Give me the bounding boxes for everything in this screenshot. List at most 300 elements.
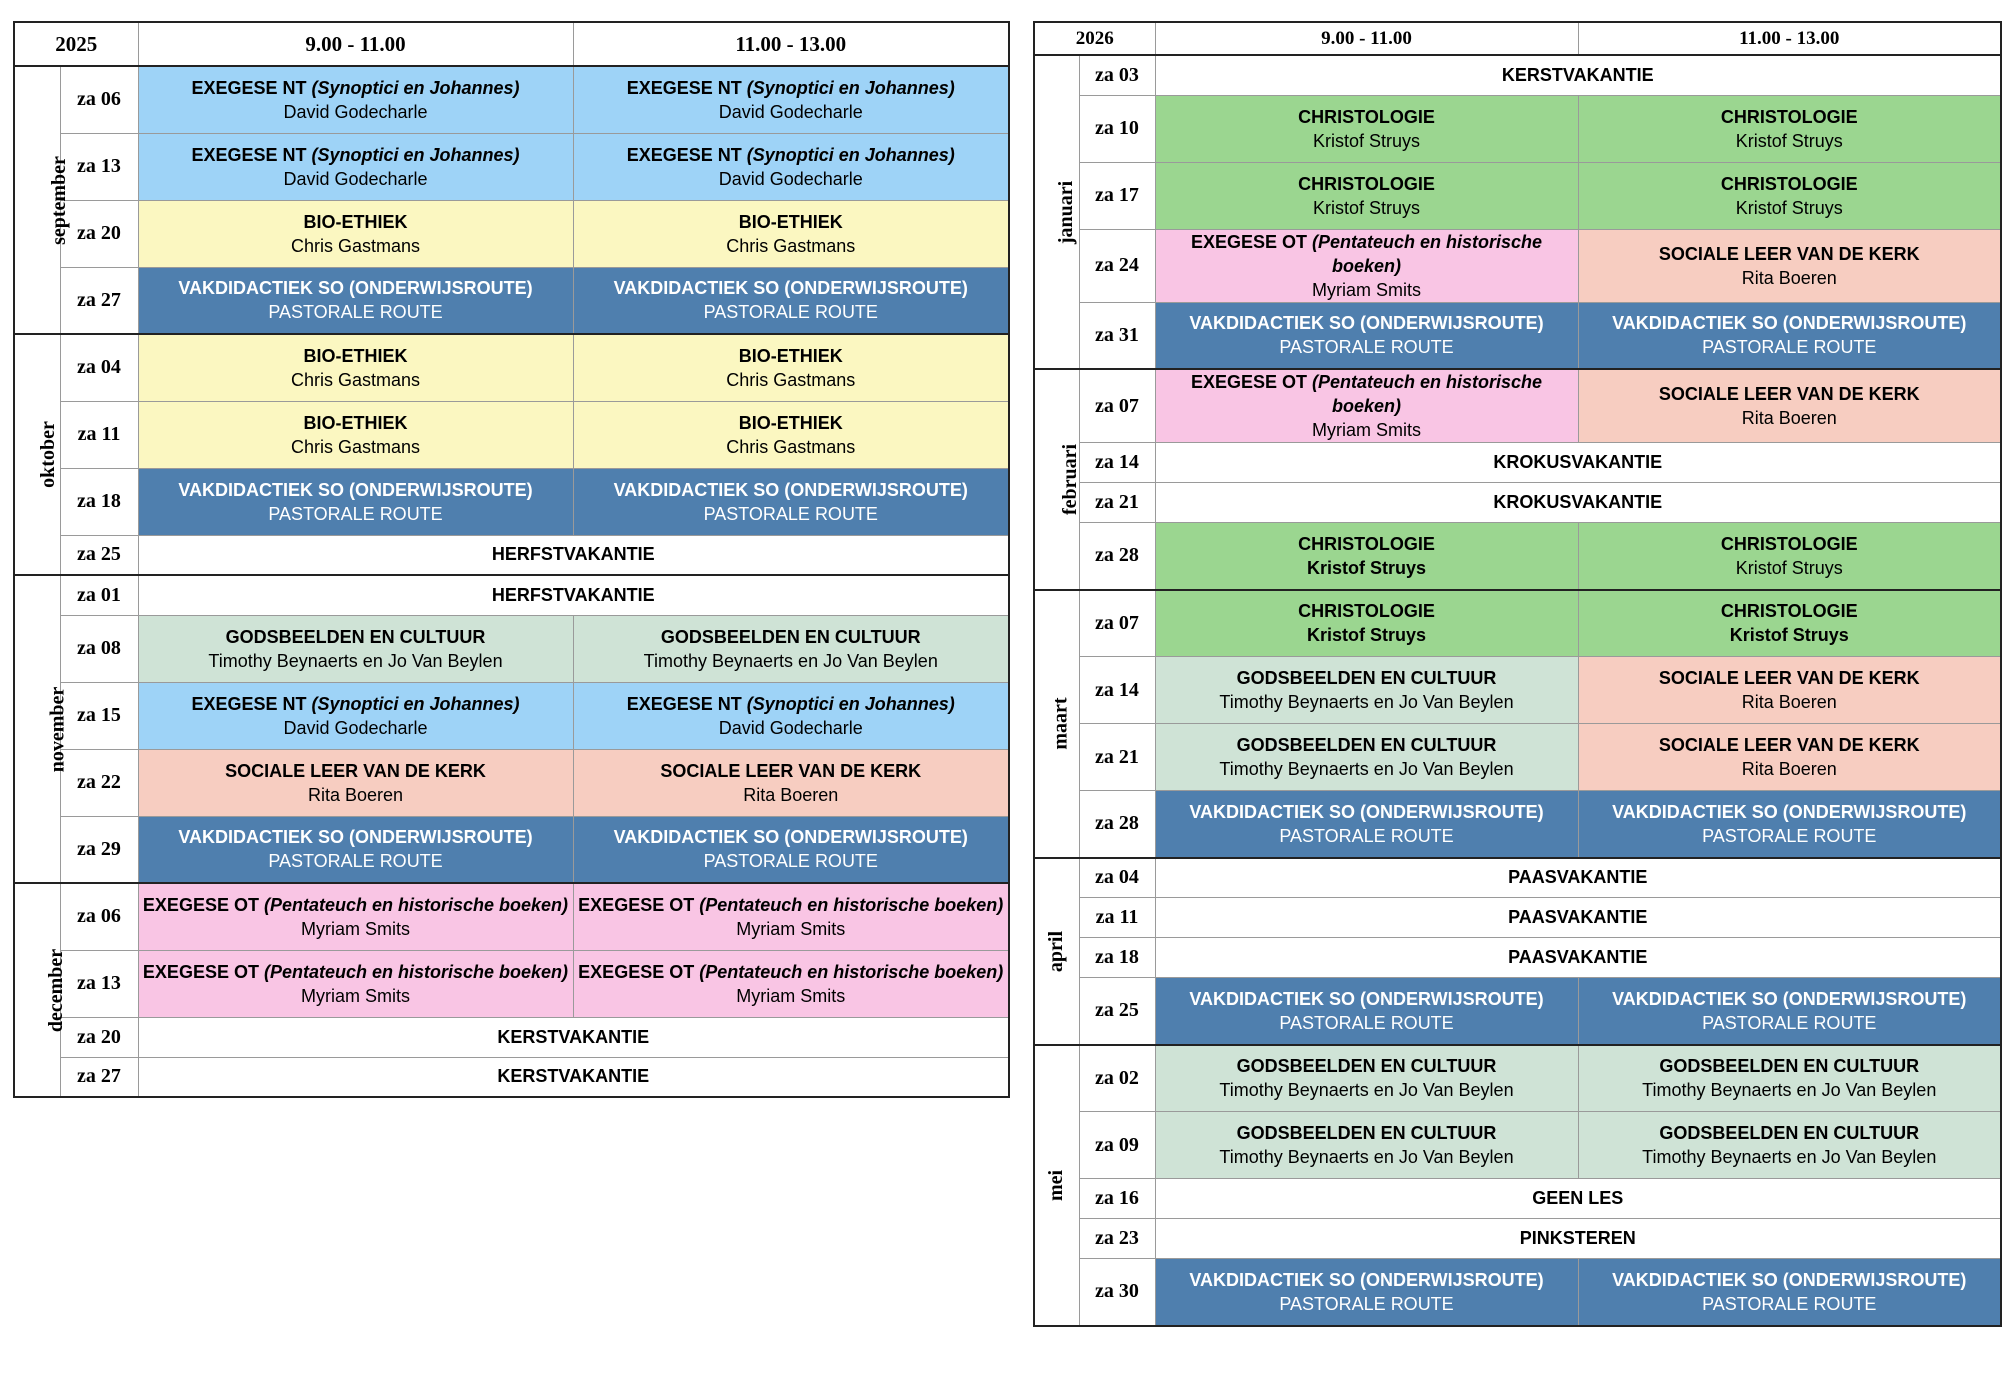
course-title (1579, 532, 2001, 556)
course-title (1156, 1268, 1578, 1292)
course-name: GODSBEELDEN EN CULTUUR (1236, 1056, 1497, 1077)
course-teacher: Chris Gastmans (290, 235, 421, 256)
course-cell (1578, 523, 2001, 590)
date-cell: za 28 (1079, 791, 1155, 858)
month-name: oktober (36, 421, 59, 488)
course-teacher: PASTORALE ROUTE (703, 302, 878, 323)
course-teacher: Kristof Struys (1306, 557, 1427, 578)
date-cell: za 10 (1079, 95, 1155, 162)
course-cell (138, 334, 573, 401)
course-cell (1155, 590, 1578, 657)
schedule-row (1034, 55, 2001, 95)
month-name: november (46, 686, 69, 772)
course-name: CHRISTOLOGIE (1720, 601, 1858, 622)
schedule-row (1034, 858, 2001, 898)
course-teacher: PASTORALE ROUTE (703, 503, 878, 524)
course-name: CHRISTOLOGIE (1298, 533, 1435, 554)
course-cell (1578, 1045, 2001, 1112)
month-label (1034, 858, 1079, 1045)
course-title (139, 960, 573, 984)
course-teacher: Timothy Beynaerts en Jo Van Beylen (1219, 759, 1514, 779)
course-teacher: Myriam Smits (736, 918, 846, 939)
course-title (1579, 1121, 2001, 1145)
course-cell (573, 883, 1009, 950)
course-title (1156, 1121, 1578, 1145)
schedule-row (1034, 523, 2001, 590)
course-title (1156, 370, 1578, 418)
date-cell: za 11 (1079, 898, 1155, 938)
month-name: maart (1049, 697, 1072, 750)
course-title (1156, 172, 1578, 196)
month-label (1034, 590, 1079, 858)
schedule-row (1034, 657, 2001, 724)
date-cell: za 11 (60, 401, 138, 468)
course-cell (1578, 369, 2001, 443)
course-title (574, 478, 1009, 502)
course-subtitle: (Pentateuch en historische boeken) (263, 894, 569, 915)
course-name: BIO-ETHIEK (738, 345, 843, 366)
date-cell: za 22 (60, 749, 138, 816)
course-title (574, 143, 1009, 167)
course-teacher: Kristof Struys (1735, 197, 1843, 218)
course-teacher: Timothy Beynaerts en Jo Van Beylen (643, 650, 938, 671)
course-cell (573, 468, 1009, 535)
course-cell (1578, 1259, 2001, 1326)
course-teacher: Kristof Struys (1735, 130, 1843, 151)
date-cell: za 29 (60, 816, 138, 883)
course-title (139, 478, 573, 502)
course-teacher: Kristof Struys (1729, 625, 1849, 646)
date-cell: za 31 (1079, 302, 1155, 369)
course-teacher: Chris Gastmans (290, 369, 421, 390)
course-teacher: Timothy Beynaerts en Jo Van Beylen (1642, 1080, 1937, 1101)
course-cell (1155, 657, 1578, 724)
course-teacher: Chris Gastmans (726, 436, 856, 457)
schedule-row (14, 133, 1009, 200)
course-name: VAKDIDACTIEK SO (ONDERWIJSROUTE) (613, 479, 968, 500)
date-cell: za 02 (1079, 1045, 1155, 1112)
schedule-row (1034, 1259, 2001, 1326)
course-name: GODSBEELDEN EN CULTUUR (660, 626, 921, 647)
schedule-row (1034, 590, 2001, 657)
month-label (14, 334, 60, 575)
schedule-table-2025 (13, 21, 1010, 1098)
course-cell (1155, 523, 1578, 590)
course-teacher: Chris Gastmans (726, 369, 856, 390)
course-teacher: PASTORALE ROUTE (1279, 1012, 1454, 1033)
course-teacher: Rita Boeren (1741, 692, 1837, 712)
schedule-row (1034, 1045, 2001, 1112)
course-teacher: Rita Boeren (1741, 408, 1837, 428)
schedule-row (14, 883, 1009, 950)
schedule-row (14, 1057, 1009, 1097)
course-name: EXEGESE NT (191, 693, 307, 714)
course-teacher: Myriam Smits (301, 985, 410, 1006)
date-cell: za 28 (1079, 523, 1155, 590)
schedule-row (1034, 898, 2001, 938)
holiday-cell: KROKUSVAKANTIE (1155, 443, 2001, 483)
slot-header-late-morning: 11.00 - 13.00 (1578, 22, 2001, 55)
holiday-cell: KROKUSVAKANTIE (1155, 483, 2001, 523)
course-cell (1155, 162, 1578, 229)
schedule-row (1034, 1112, 2001, 1179)
course-title (1579, 172, 2001, 196)
date-cell: za 13 (60, 950, 138, 1017)
course-title (139, 76, 573, 100)
course-name: EXEGESE NT (626, 144, 742, 165)
course-title (574, 960, 1009, 984)
course-name: EXEGESE OT (1190, 372, 1307, 392)
course-name: GODSBEELDEN EN CULTUUR (1659, 1123, 1920, 1143)
course-teacher: PASTORALE ROUTE (1279, 337, 1454, 358)
course-teacher: Timothy Beynaerts en Jo Van Beylen (1219, 1080, 1514, 1101)
course-title (1579, 311, 2001, 335)
course-teacher: Rita Boeren (1741, 267, 1837, 288)
schedule-row (1034, 95, 2001, 162)
course-title (139, 411, 573, 435)
course-title (1579, 800, 2001, 824)
course-name: BIO-ETHIEK (738, 412, 843, 433)
course-subtitle: (Synoptici en Johannes) (746, 144, 955, 165)
schedule-row (14, 267, 1009, 334)
course-teacher: Rita Boeren (307, 784, 404, 805)
slot-header-late-morning: 11.00 - 13.00 (573, 22, 1009, 66)
course-cell (138, 267, 573, 334)
course-name: VAKDIDACTIEK SO (ONDERWIJSROUTE) (178, 278, 533, 299)
course-cell (1155, 1045, 1578, 1112)
course-cell (1578, 590, 2001, 657)
course-title (574, 625, 1009, 649)
course-name: VAKDIDACTIEK SO (ONDERWIJSROUTE) (1189, 988, 1544, 1009)
course-name: VAKDIDACTIEK SO (ONDERWIJSROUTE) (1612, 1269, 1967, 1290)
course-teacher: PASTORALE ROUTE (268, 851, 443, 872)
course-teacher: PASTORALE ROUTE (1279, 825, 1454, 846)
course-subtitle: (Synoptici en Johannes) (746, 693, 955, 714)
schedule-row (14, 401, 1009, 468)
course-subtitle: (Pentateuch en historische boeken) (1312, 372, 1543, 416)
course-name: VAKDIDACTIEK SO (ONDERWIJSROUTE) (1612, 988, 1967, 1009)
course-teacher: Chris Gastmans (290, 436, 421, 457)
course-cell (1578, 95, 2001, 162)
course-title (574, 411, 1009, 435)
course-title (1579, 1054, 2001, 1078)
slot-header-morning: 9.00 - 11.00 (1155, 22, 1578, 55)
course-name: SOCIALE LEER VAN DE KERK (1658, 735, 1920, 755)
course-title (1579, 1268, 2001, 1292)
course-title (1579, 987, 2001, 1011)
course-cell (1578, 302, 2001, 369)
course-cell (573, 401, 1009, 468)
course-name: BIO-ETHIEK (303, 412, 408, 433)
holiday-cell: KERSTVAKANTIE (1155, 55, 2001, 95)
course-cell (573, 133, 1009, 200)
course-teacher: David Godecharle (283, 101, 428, 122)
date-cell: za 16 (1079, 1179, 1155, 1219)
course-name: EXEGESE OT (578, 961, 695, 982)
course-name: VAKDIDACTIEK SO (ONDERWIJSROUTE) (1189, 801, 1544, 822)
course-name: VAKDIDACTIEK SO (ONDERWIJSROUTE) (178, 479, 533, 500)
course-title (139, 210, 573, 234)
schedule-row (1034, 443, 2001, 483)
year-header: 2025 (14, 22, 138, 66)
month-name: mei (1045, 1169, 1068, 1201)
course-title (574, 76, 1009, 100)
course-teacher: Kristof Struys (1312, 130, 1421, 151)
course-title (1156, 532, 1578, 556)
month-name: september (47, 155, 70, 245)
month-label (1034, 55, 1079, 369)
course-name: CHRISTOLOGIE (1720, 173, 1858, 194)
course-cell (138, 816, 573, 883)
course-name: GODSBEELDEN EN CULTUUR (1236, 735, 1497, 755)
month-name: december (45, 948, 68, 1032)
course-name: VAKDIDACTIEK SO (ONDERWIJSROUTE) (1612, 313, 1967, 334)
course-name: BIO-ETHIEK (303, 345, 408, 366)
course-cell (138, 133, 573, 200)
course-subtitle: (Synoptici en Johannes) (746, 77, 955, 98)
course-cell (573, 749, 1009, 816)
course-teacher: PASTORALE ROUTE (1279, 1293, 1454, 1314)
course-name: CHRISTOLOGIE (1298, 173, 1435, 194)
course-title (1156, 599, 1578, 623)
month-name: februari (1059, 443, 1082, 515)
date-cell: za 06 (60, 66, 138, 133)
course-cell (1155, 302, 1578, 369)
course-cell (138, 401, 573, 468)
year-header: 2026 (1034, 22, 1155, 55)
course-teacher: PASTORALE ROUTE (1702, 1293, 1877, 1314)
course-name: SOCIALE LEER VAN DE KERK (660, 760, 922, 781)
month-label (1034, 1045, 1079, 1326)
month-label (14, 66, 70, 334)
course-teacher: Timothy Beynaerts en Jo Van Beylen (1642, 1147, 1937, 1167)
course-cell (138, 950, 573, 1017)
course-cell (1155, 791, 1578, 858)
date-cell: za 09 (1079, 1112, 1155, 1179)
course-cell (1155, 978, 1578, 1045)
course-name: SOCIALE LEER VAN DE KERK (1658, 668, 1920, 688)
course-name: SOCIALE LEER VAN DE KERK (225, 760, 486, 781)
course-name: SOCIALE LEER VAN DE KERK (1658, 384, 1920, 404)
course-cell (1578, 1112, 2001, 1179)
course-name: VAKDIDACTIEK SO (ONDERWIJSROUTE) (613, 278, 968, 299)
course-teacher: PASTORALE ROUTE (1702, 337, 1877, 358)
course-name: EXEGESE NT (626, 693, 742, 714)
course-cell (138, 883, 573, 950)
schedule-row (14, 950, 1009, 1017)
course-cell (138, 468, 573, 535)
holiday-cell: HERFSTVAKANTIE (138, 575, 1009, 615)
holiday-cell: KERSTVAKANTIE (138, 1057, 1009, 1097)
course-teacher: Myriam Smits (301, 918, 410, 939)
course-name: EXEGESE NT (191, 77, 307, 98)
course-cell (138, 682, 573, 749)
schedule-row (14, 749, 1009, 816)
date-cell: za 07 (1079, 590, 1155, 657)
date-cell: za 27 (60, 1057, 138, 1097)
course-teacher: Kristof Struys (1306, 625, 1427, 646)
date-cell: za 25 (1079, 978, 1155, 1045)
course-teacher: David Godecharle (718, 168, 863, 189)
course-teacher: David Godecharle (283, 717, 428, 738)
course-name: VAKDIDACTIEK SO (ONDERWIJSROUTE) (1612, 801, 1967, 822)
course-teacher: PASTORALE ROUTE (268, 302, 443, 323)
course-name: VAKDIDACTIEK SO (ONDERWIJSROUTE) (1189, 313, 1544, 334)
course-title (574, 759, 1009, 783)
course-teacher: Myriam Smits (1312, 279, 1421, 300)
course-title (139, 893, 573, 917)
course-teacher: Timothy Beynaerts en Jo Van Beylen (1219, 1147, 1514, 1167)
course-name: EXEGESE NT (626, 77, 742, 98)
course-title (1156, 987, 1578, 1011)
course-name: VAKDIDACTIEK SO (ONDERWIJSROUTE) (613, 827, 968, 848)
course-title (574, 210, 1009, 234)
course-title (139, 344, 573, 368)
course-name: GODSBEELDEN EN CULTUUR (1236, 668, 1497, 688)
course-title (574, 825, 1009, 849)
month-name: april (1045, 930, 1068, 972)
course-name: CHRISTOLOGIE (1298, 106, 1435, 127)
course-title (1579, 105, 2001, 129)
course-name: EXEGESE NT (191, 144, 307, 165)
course-teacher: Timothy Beynaerts en Jo Van Beylen (208, 650, 503, 671)
course-teacher: Timothy Beynaerts en Jo Van Beylen (1219, 692, 1514, 712)
course-cell (573, 615, 1009, 682)
course-cell (1578, 162, 2001, 229)
course-subtitle: (Pentateuch en historische boeken) (1312, 231, 1543, 276)
schedule-row (1034, 229, 2001, 302)
course-name: CHRISTOLOGIE (1298, 601, 1435, 622)
date-cell: za 04 (1079, 858, 1155, 898)
course-title (1156, 733, 1578, 757)
course-title (1579, 599, 2001, 623)
course-teacher: PASTORALE ROUTE (268, 503, 443, 524)
schedule-row (1034, 1179, 2001, 1219)
course-title (139, 825, 573, 849)
date-cell: za 17 (1079, 162, 1155, 229)
course-name: BIO-ETHIEK (738, 211, 843, 232)
course-cell (1578, 229, 2001, 302)
date-cell: za 03 (1079, 55, 1155, 95)
course-title (1156, 230, 1578, 278)
schedule-row (1034, 978, 2001, 1045)
course-cell (1155, 229, 1578, 302)
schedule-row (14, 575, 1009, 615)
course-cell (1155, 1112, 1578, 1179)
holiday-cell: PAASVAKANTIE (1155, 938, 2001, 978)
schedule-row (1034, 483, 2001, 523)
course-cell (1155, 95, 1578, 162)
holiday-cell: HERFSTVAKANTIE (138, 535, 1009, 575)
course-name: CHRISTOLOGIE (1720, 106, 1858, 127)
schedule-row (14, 1017, 1009, 1057)
course-teacher: Rita Boeren (743, 784, 839, 805)
course-title (1579, 733, 2001, 757)
course-name: BIO-ETHIEK (303, 211, 408, 232)
course-name: CHRISTOLOGIE (1720, 533, 1858, 554)
date-cell: za 24 (1079, 229, 1155, 302)
course-cell (573, 682, 1009, 749)
slot-header-morning: 9.00 - 11.00 (138, 22, 573, 66)
date-cell: za 20 (60, 200, 138, 267)
date-cell: za 21 (1079, 483, 1155, 523)
course-subtitle: (Synoptici en Johannes) (311, 144, 520, 165)
schedule-row (14, 535, 1009, 575)
course-title (574, 344, 1009, 368)
course-cell (1578, 724, 2001, 791)
schedule-row (14, 200, 1009, 267)
course-teacher: Kristof Struys (1735, 557, 1843, 578)
holiday-cell: PAASVAKANTIE (1155, 898, 2001, 938)
schedule-row (1034, 162, 2001, 229)
course-cell (1578, 791, 2001, 858)
date-cell: za 23 (1079, 1219, 1155, 1259)
date-cell: za 04 (60, 334, 138, 401)
month-label (1034, 369, 1082, 590)
course-teacher: Kristof Struys (1312, 197, 1421, 218)
date-cell: za 01 (60, 575, 138, 615)
course-cell (573, 66, 1009, 133)
date-cell: za 14 (1079, 657, 1155, 724)
schedule-row (14, 816, 1009, 883)
course-title (139, 143, 573, 167)
course-subtitle: (Synoptici en Johannes) (311, 693, 520, 714)
holiday-cell: GEEN LES (1155, 1179, 2001, 1219)
schedule-row (1034, 1219, 2001, 1259)
schedule-row (1034, 302, 2001, 369)
course-title (1156, 311, 1578, 335)
course-title (574, 276, 1009, 300)
course-title (139, 692, 573, 716)
course-name: GODSBEELDEN EN CULTUUR (1236, 1123, 1497, 1143)
course-title (574, 692, 1009, 716)
schedule-row (1034, 724, 2001, 791)
month-name: januari (1055, 180, 1078, 244)
course-teacher: David Godecharle (283, 168, 428, 189)
course-cell (573, 950, 1009, 1017)
date-cell: za 30 (1079, 1259, 1155, 1326)
date-cell: za 13 (60, 133, 138, 200)
course-title (574, 893, 1009, 917)
date-cell: za 14 (1079, 443, 1155, 483)
course-cell (138, 615, 573, 682)
course-cell (573, 816, 1009, 883)
course-teacher: Myriam Smits (1312, 420, 1421, 440)
course-name: SOCIALE LEER VAN DE KERK (1658, 243, 1920, 264)
course-title (1579, 382, 2001, 406)
schedule-row (14, 468, 1009, 535)
month-label (14, 575, 69, 883)
schedule-row (1034, 938, 2001, 978)
course-title (139, 276, 573, 300)
schedule-row (1034, 791, 2001, 858)
course-cell (138, 200, 573, 267)
date-cell: za 25 (60, 535, 138, 575)
course-cell (1578, 657, 2001, 724)
course-name: VAKDIDACTIEK SO (ONDERWIJSROUTE) (178, 827, 533, 848)
course-name: EXEGESE OT (1190, 231, 1307, 252)
date-cell: za 18 (1079, 938, 1155, 978)
course-cell (138, 66, 573, 133)
course-teacher: David Godecharle (718, 717, 863, 738)
course-title (1156, 666, 1578, 690)
course-teacher: PASTORALE ROUTE (1702, 825, 1877, 846)
date-cell: za 07 (1079, 369, 1155, 443)
course-name: EXEGESE OT (142, 894, 259, 915)
holiday-cell: PAASVAKANTIE (1155, 858, 2001, 898)
course-cell (1155, 369, 1578, 443)
course-title (1579, 242, 2001, 266)
